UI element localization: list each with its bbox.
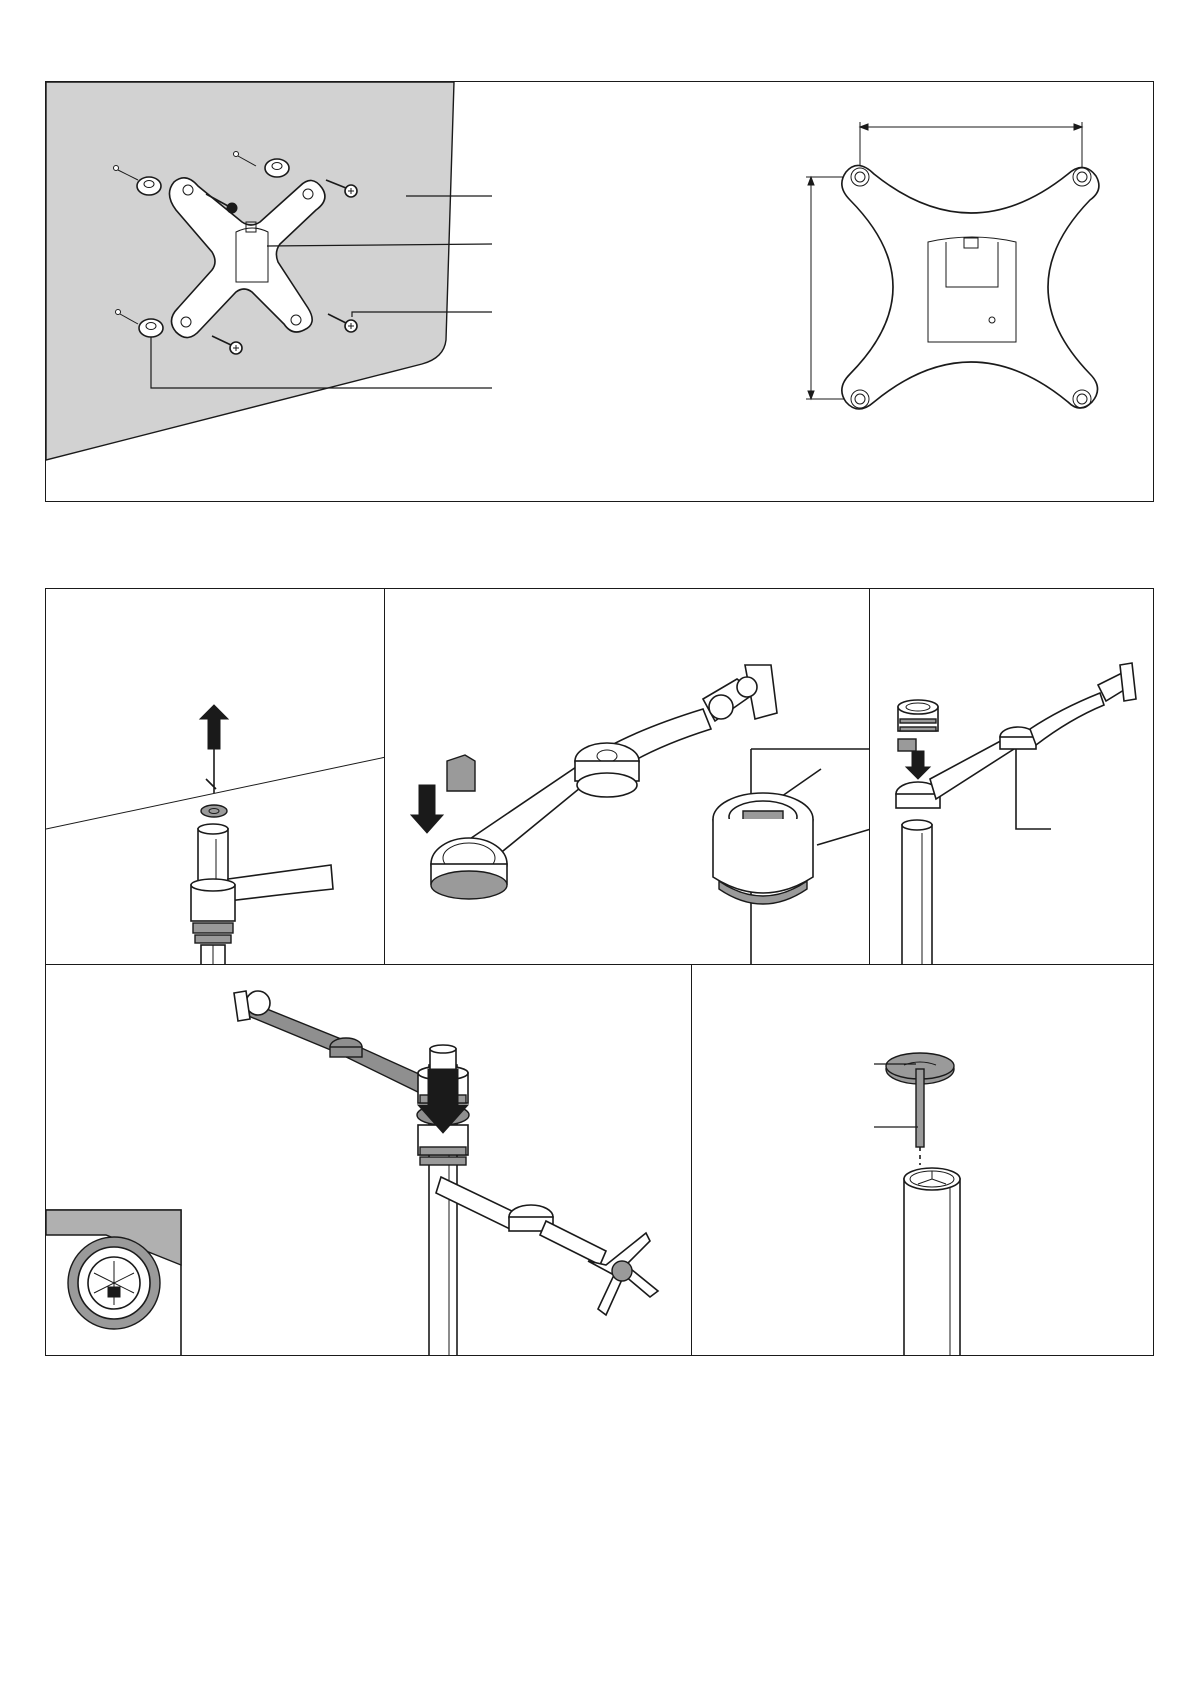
arm-on-pole-illustration xyxy=(46,965,692,1356)
detail-inset xyxy=(711,749,870,965)
remove-cap-illustration xyxy=(46,589,385,965)
arm-stub xyxy=(228,865,333,901)
figure-arm-insert xyxy=(384,588,870,965)
insert-key xyxy=(447,755,475,791)
pole xyxy=(902,820,932,965)
callout-line xyxy=(1016,749,1051,829)
collar-key xyxy=(898,739,916,751)
lower-arm xyxy=(436,1177,658,1315)
upper-arm-highlighted xyxy=(234,991,430,1095)
arrow-down xyxy=(906,751,930,779)
figure-pole-cap-key xyxy=(691,964,1154,1356)
vesa-mounting-illustration xyxy=(46,82,1154,502)
pole-cap-key-illustration xyxy=(692,965,1154,1356)
figure-vesa-mounting xyxy=(45,81,1154,502)
figure-remove-cap xyxy=(45,588,385,965)
arm-insert-illustration xyxy=(385,589,870,965)
pole xyxy=(904,1168,960,1356)
collar-assembly-illustration xyxy=(870,589,1154,965)
figure-arm-on-pole xyxy=(45,964,692,1356)
detail-inset xyxy=(46,1210,181,1356)
arrow-down xyxy=(411,785,443,833)
vesa-plate-dimensioned xyxy=(806,122,1099,409)
collar-ring xyxy=(898,700,938,731)
figure-collar-assembly xyxy=(869,588,1154,965)
pole-collar xyxy=(191,879,235,965)
cap-washer xyxy=(201,805,227,817)
desk-edge-line xyxy=(46,757,385,829)
hex-key xyxy=(916,1069,924,1165)
